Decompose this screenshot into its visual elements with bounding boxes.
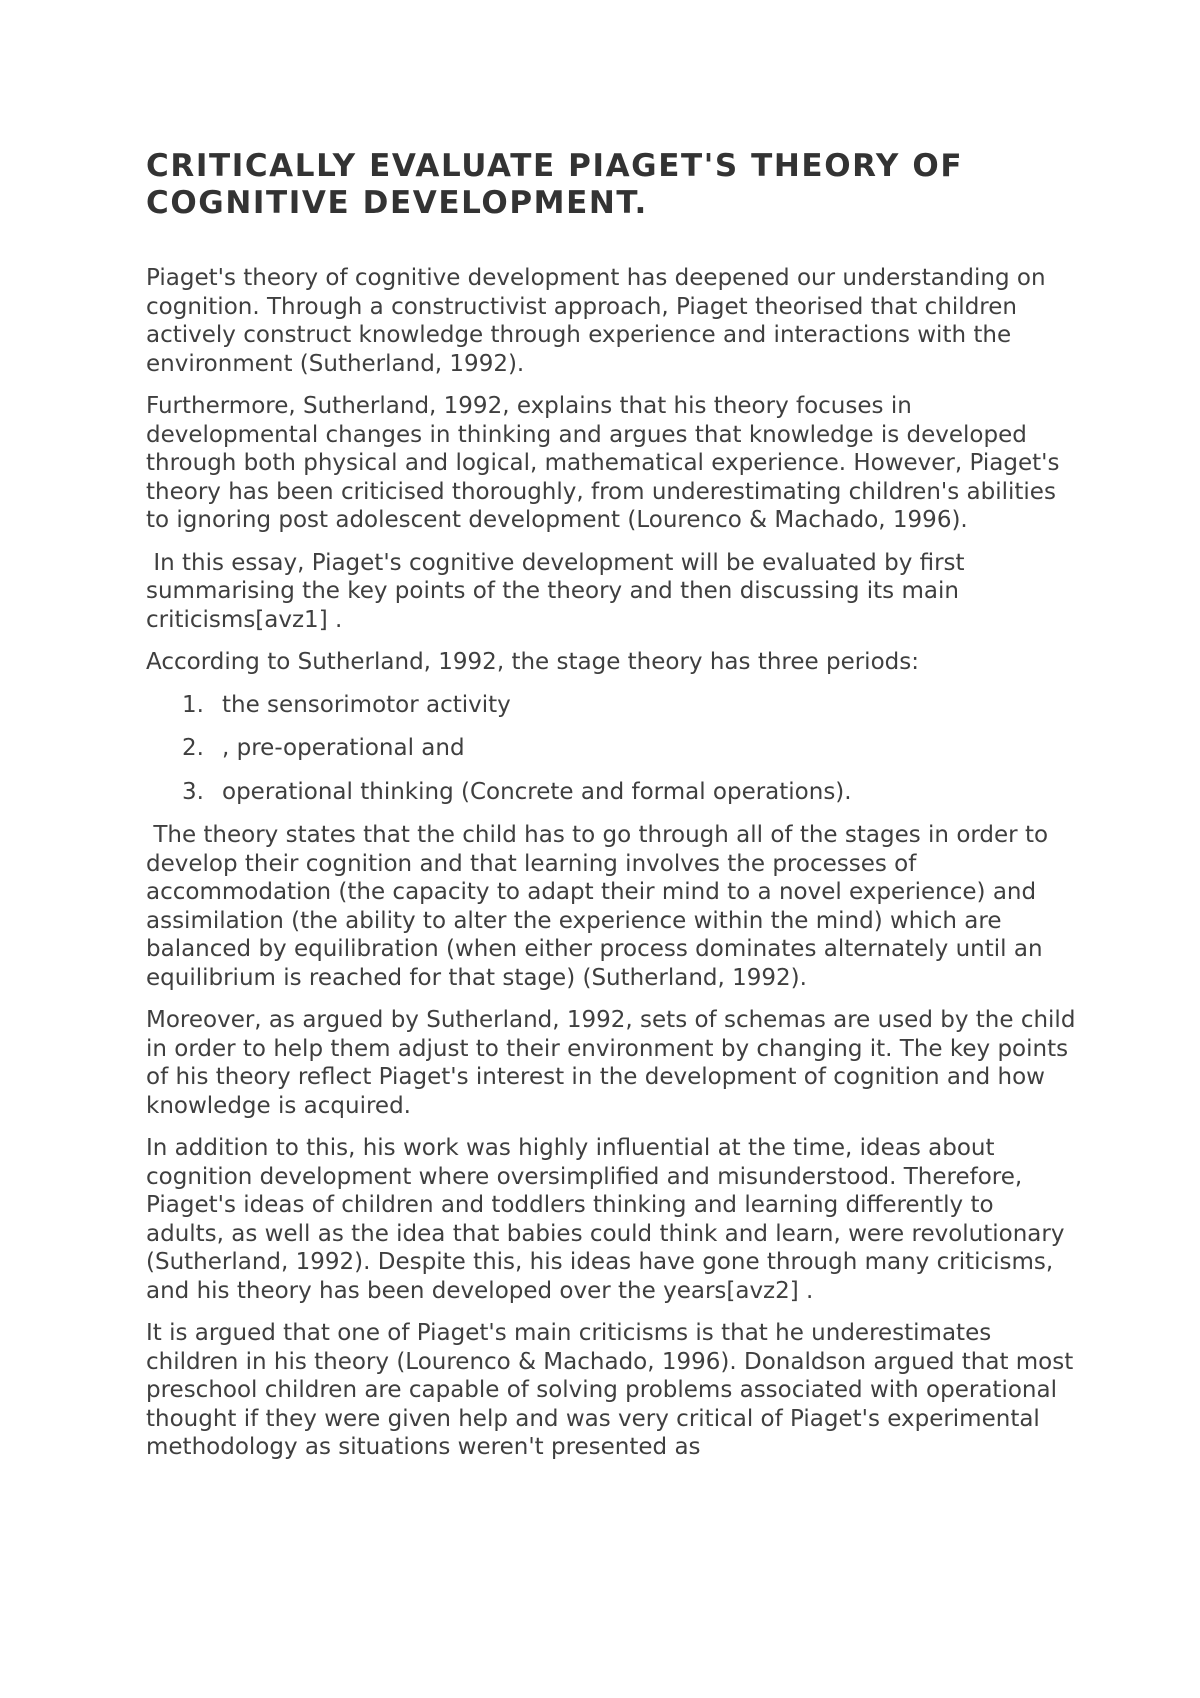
list-item-text: the sensorimotor activity [222,691,511,718]
list-item-number: 2. [182,735,204,761]
list-item [146,734,1076,763]
list-item [146,691,1076,720]
paragraph-body-2: Moreover, as argued by Sutherland, 1992, sets of schemas are used by the child in order to help them adjust to their environment by changing it. The key points of his theory reflect Piaget's interest in the development of cognition and how knowledge is acquired. [146,1007,1083,1119]
periods-list [146,691,1076,807]
list-item-text: operational thinking (Concrete and formal operations). [222,778,852,805]
list-item-number: 3. [182,778,204,805]
list-item-text: , pre-operational and [222,735,465,761]
paragraph-intro-2: Furthermore, Sutherland, 1992, explains that his theory focuses in developmental changes in thinking and argues that knowledge is developed through both physical and logical, mathematical experience. However, Piaget's theory has been criticised thoroughly, from underestimating children's abilities to ignoring post adolescent development (Lourenco & Machado, 1996). [146,393,1067,533]
list-item-number: 1. [182,691,204,718]
paragraph-intro-3: In this essay, Piaget's cognitive development will be evaluated by first summarising the key points of the theory and then discussing its main criticisms[avz1] . [146,549,972,633]
paragraph-periods-lead: According to Sutherland, 1992, the stage theory has three periods: [146,649,919,675]
paragraph-body-3: In addition to this, his work was highly influential at the time, ideas about cognition development where oversimplified and misunderstood. Therefore, Piaget's ideas of children and toddlers thinking and learning differently to adults, as well as the idea that babies could think and learn, were revolutionary (Sutherland, 1992). Despite this, his ideas have gone through many criticisms, and his theory has been developed over the years[avz2] . [146,1135,1072,1304]
paragraph-intro-1: Piaget's theory of cognitive development has deepened our understanding on cognition. Through a constructivist approach, Piaget theorised that children actively construct knowledge through experience and interactions with the environment (Sutherland, 1992). [146,265,1053,377]
list-item [146,778,1076,807]
paragraph-body-4: It is argued that one of Piaget's main criticisms is that he underestimates children in his theory (Lourenco & Machado, 1996). Donaldson argued that most preschool children are capable of solving problems associated with operational thought if they were given help and was very critical of Piaget's experimental methodology as situations weren't presented as [146,1320,1081,1460]
document-title: CRITICALLY EVALUATE PIAGET'S THEORY OF COGNITIVE DEVELOPMENT. [146,148,964,221]
document-body [146,148,1083,1476]
paragraph-body-1: The theory states that the child has to go through all of the stages in order to develop their cognition and that learning involves the processes of accommodation (the capacity to adapt their mind to a novel experience) and assimilation (the ability to alter the experience within the mind) which are balanced by equilibration (when either process dominates alternately until an equilibrium is reached for that stage) (Sutherland, 1992). [146,822,1056,991]
